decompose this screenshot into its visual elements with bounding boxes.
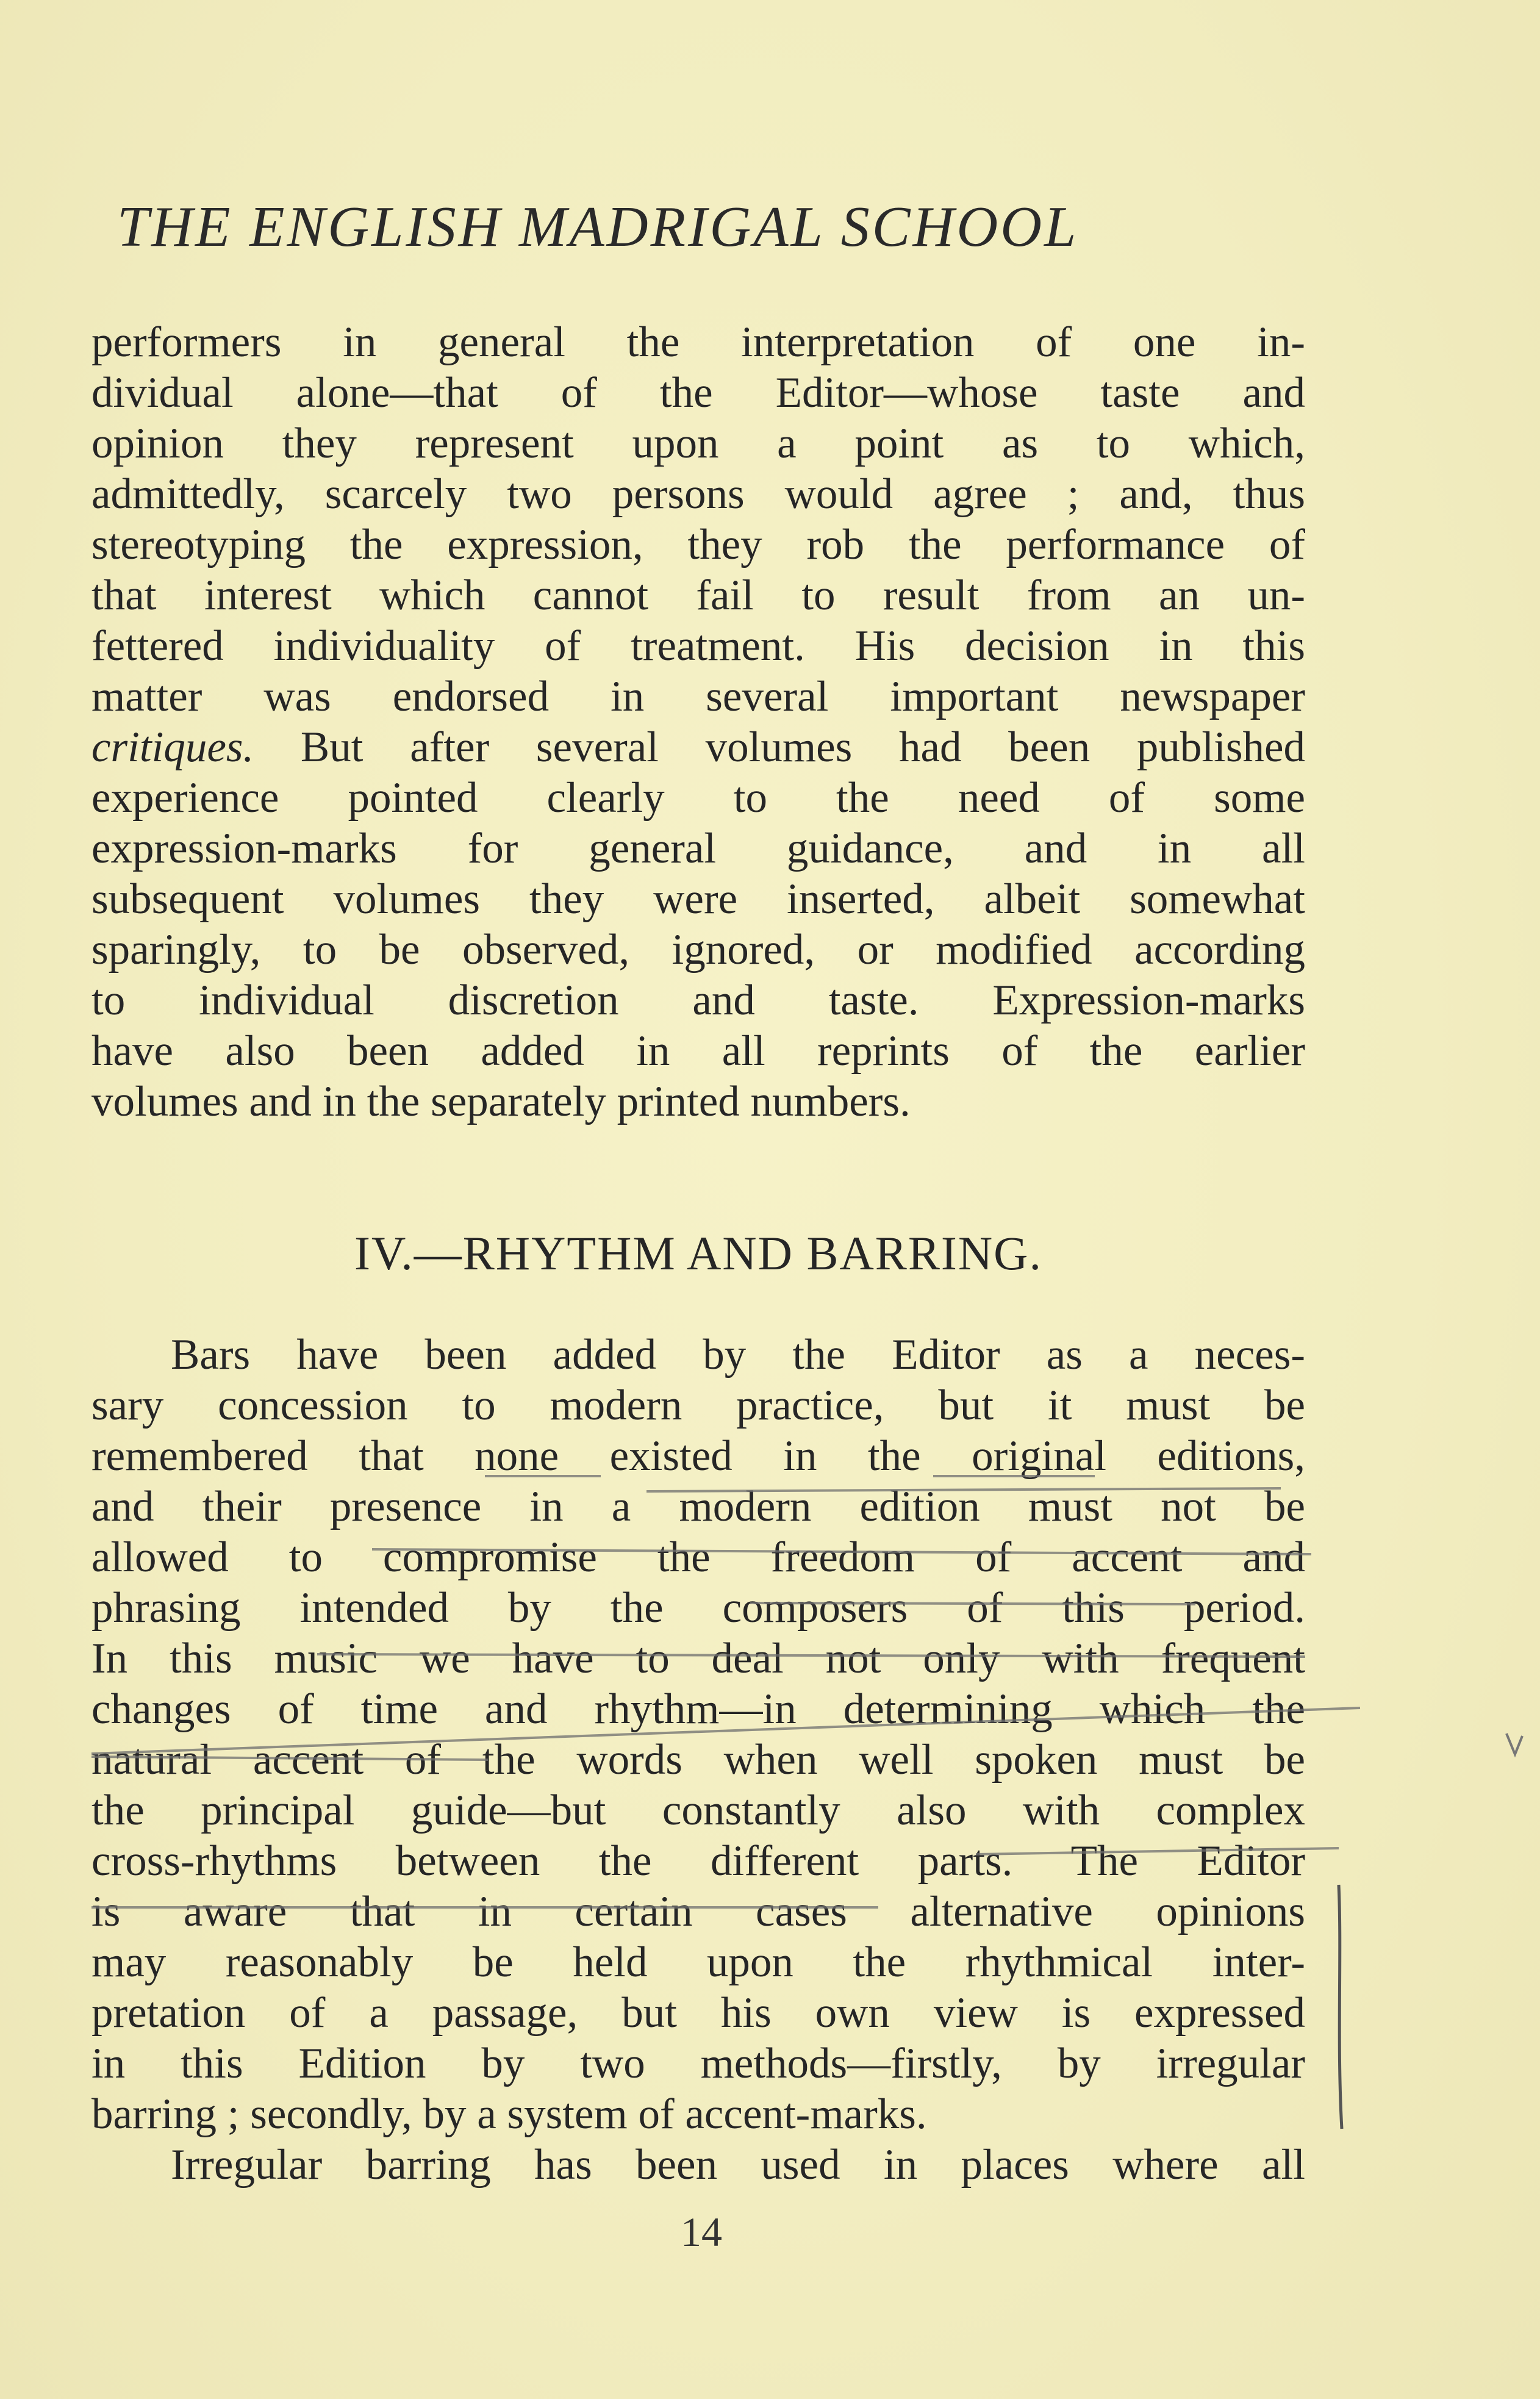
text-line: may reasonably be held upon the rhythmical inter- [91, 1938, 1305, 1986]
text-line: to individual discretion and taste. Expression-marks [91, 977, 1305, 1024]
section-heading: IV.—RHYTHM AND BARRING. [354, 1227, 1042, 1280]
text-line-rest: But after several volumes had been published [254, 723, 1305, 771]
italic-word: critiques. [91, 723, 254, 771]
text-line: sary concession to modern practice, but it must be [91, 1382, 1305, 1429]
text-line-indented: Bars have been added by the Editor as a neces- [171, 1331, 1305, 1379]
text-line: phrasing intended by the composers of this period. [91, 1584, 1305, 1632]
text-line: expression-marks for general guidance, and in all [91, 825, 1305, 872]
text-line: stereotyping the expression, they rob the performance of [91, 521, 1305, 568]
text-line: have also been added in all reprints of the earlier [91, 1027, 1305, 1075]
paragraph-expression-marks [91, 317, 1305, 1127]
text-line: changes of time and rhythm—in determining which the [91, 1685, 1305, 1733]
text-line: opinion they represent upon a point as to which, [91, 420, 1305, 467]
text-line: allowed to compromise the freedom of accent and [91, 1533, 1305, 1581]
text-line: natural accent of the words when well spoken must be [91, 1736, 1305, 1784]
text-line: admittedly, scarcely two persons would agree ; and, thus [91, 470, 1305, 518]
text-line: the principal guide—but constantly also with complex [91, 1787, 1305, 1834]
text-line-with-italic [91, 722, 1305, 773]
text-line: in this Edition by two methods—firstly, by irregular [91, 2040, 1305, 2087]
text-line: sparingly, to be observed, ignored, or modified according [91, 926, 1305, 974]
page-number: 14 [681, 2209, 722, 2255]
text-line: matter was endorsed in several important newspaper [91, 673, 1305, 720]
text-line: In this music we have to deal not only with frequent [91, 1635, 1305, 1682]
text-line: cross-rhythms between the different parts. The Editor [91, 1837, 1305, 1885]
text-line: remembered that none existed in the original editions, [91, 1432, 1305, 1480]
text-line: pretation of a passage, but his own view is expressed [91, 1989, 1305, 2037]
text-line: is aware that in certain cases alternative opinions [91, 1888, 1305, 1935]
text-line: barring ; secondly, by a system of accent-marks. [91, 2090, 927, 2138]
text-line: performers in general the interpretation of one in- [91, 318, 1305, 366]
text-line: experience pointed clearly to the need of some [91, 774, 1305, 822]
text-line-indented: Irregular barring has been used in places where all [171, 2141, 1305, 2189]
running-head: THE ENGLISH MADRIGAL SCHOOL [117, 195, 1079, 259]
text-line: subsequent volumes they were inserted, albeit somewhat [91, 875, 1305, 923]
margin-line [1339, 1885, 1342, 2129]
text-line: dividual alone—that of the Editor—whose taste and [91, 369, 1305, 417]
text-line: fettered individuality of treatment. His decision in this [91, 622, 1305, 670]
pencil-tick-mark [1506, 1734, 1522, 1754]
text-line: that interest which cannot fail to result from an un- [91, 572, 1305, 619]
paragraph-rhythm-and-barring [91, 1330, 1305, 2190]
text-line: volumes and in the separately printed numbers. [91, 1078, 911, 1125]
text-line: and their presence in a modern edition must not be [91, 1483, 1305, 1530]
